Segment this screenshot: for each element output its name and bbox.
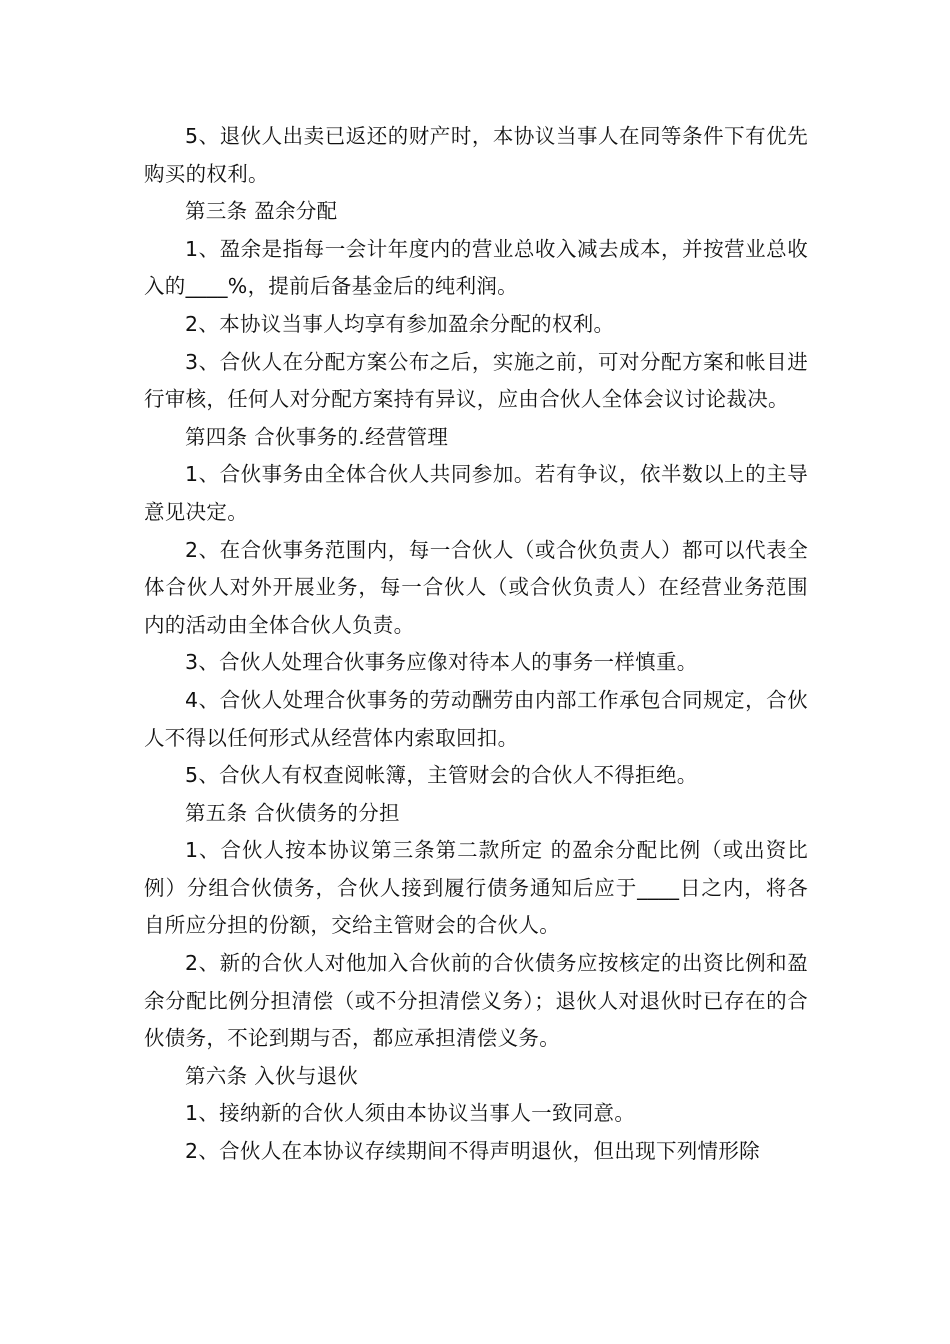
article-5-item-1: 1、合伙人按本协议第三条第二款所定 的盈余分配比例（或出资比例）分组合伙债务，合伙人接到履行债务通知后应于____日之内，将各自所应分担的份额，交给主管财会的合伙人。	[144, 838, 808, 938]
article-6-item-1: 1、接纳新的合伙人须由本协议当事人一致同意。	[185, 1101, 636, 1126]
article-4-heading: 第四条 合伙事务的.经营管理	[185, 424, 449, 449]
clause-item-5-buyback: 5、退伙人出卖已返还的财产时，本协议当事人在同等条件下有优先购买的权利。	[144, 124, 808, 186]
article-5-heading: 第五条 合伙债务的分担	[185, 800, 400, 825]
document-body	[144, 118, 808, 1171]
article-4-item-1: 1、合伙事务由全体合伙人共同参加。若有争议，依半数以上的主导意见决定。	[144, 462, 808, 524]
article-4-item-5: 5、合伙人有权查阅帐簿，主管财会的合伙人不得拒绝。	[185, 763, 698, 788]
article-3-item-1: 1、盈余是指每一会计年度内的营业总收入减去成本，并按营业总收入的____%，提前后备基金后的纯利润。	[144, 236, 808, 299]
article-3-item-2: 2、本协议当事人均享有参加盈余分配的权利。	[185, 311, 615, 336]
article-4-item-2: 2、在合伙事务范围内，每一合伙人（或合伙负责人）都可以代表全体合伙人对外开展业务，每一合伙人（或合伙负责人）在经营业务范围内的活动由全体合伙人负责。	[144, 537, 808, 637]
article-3-heading: 第三条 盈余分配	[185, 199, 338, 224]
article-6-heading: 第六条 入伙与退伙	[185, 1063, 359, 1088]
article-3-item-3: 3、合伙人在分配方案公布之后，实施之前，可对分配方案和帐目进行审核，任何人对分配方案持有异议，应由合伙人全体会议讨论裁决。	[144, 349, 808, 412]
article-4-item-3: 3、合伙人处理合伙事务应像对待本人的事务一样慎重。	[185, 650, 698, 675]
article-6-item-2: 2、合伙人在本协议存续期间不得声明退伙，但出现下列情形除	[185, 1139, 760, 1164]
article-5-item-2: 2、新的合伙人对他加入合伙前的合伙债务应按核定的出资比例和盈余分配比例分担清偿（或不分担清偿义务）；退伙人对退伙时已存在的合伙债务，不论到期与否，都应承担清偿义务。	[144, 951, 808, 1051]
article-4-item-4: 4、合伙人处理合伙事务的劳动酬劳由内部工作承包合同规定，合伙人不得以任何形式从经营体内索取回扣。	[144, 687, 808, 750]
